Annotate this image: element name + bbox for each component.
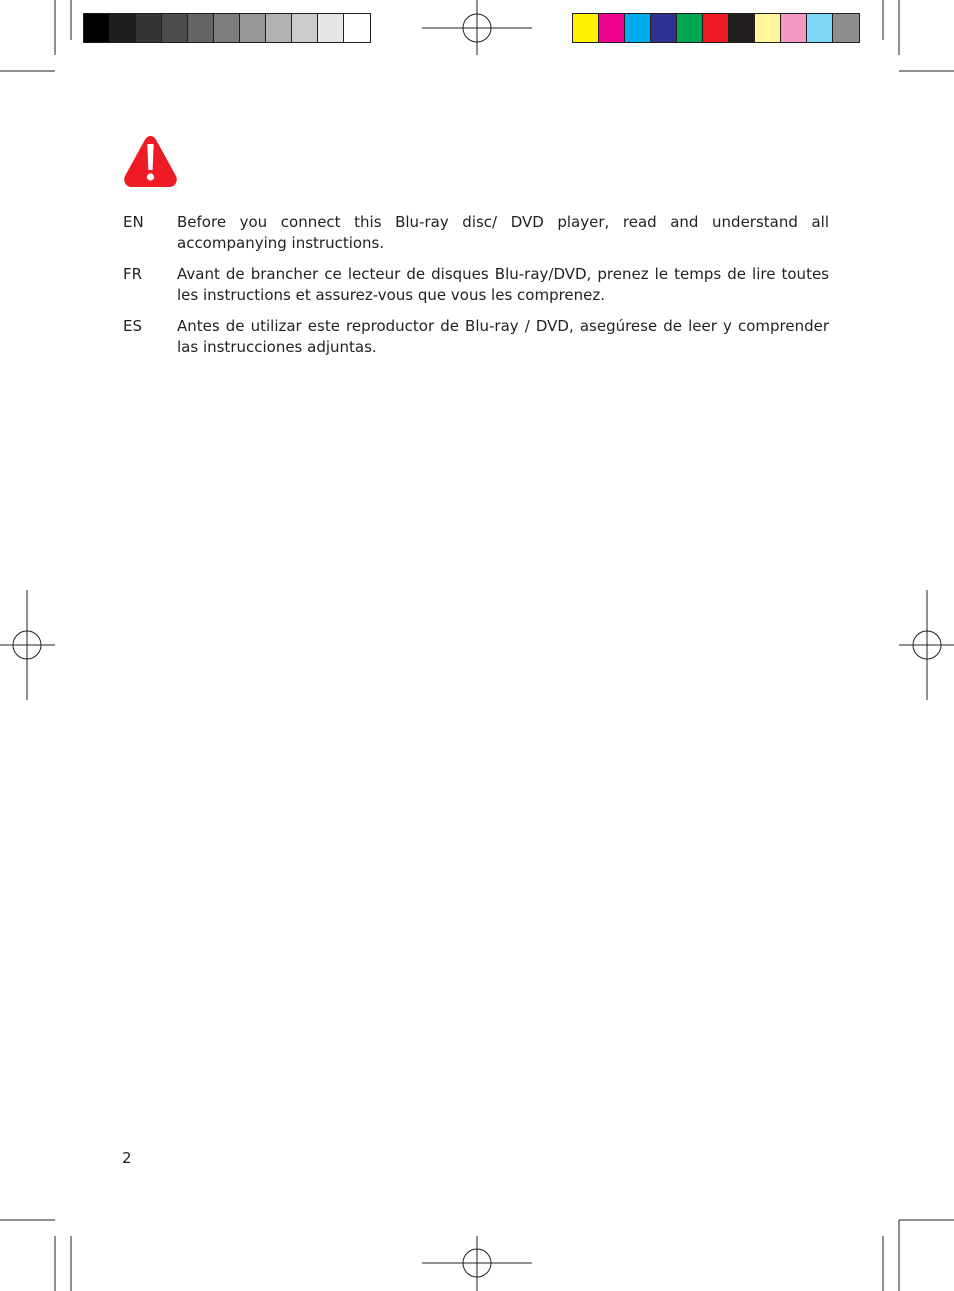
exclamation-bar [147,144,153,170]
color-swatch [136,14,162,42]
notice-text: Antes de utilizar este reproductor de Blu-ray / DVD, asegúrese de leer y comprender las instrucciones adjuntas. [177,317,829,356]
language-code: EN [123,213,144,231]
warning-triangle-icon [122,133,179,190]
color-swatch [84,14,110,42]
notice-row-es [123,316,829,358]
color-swatch [703,14,729,42]
notice-text: Avant de brancher ce lecteur de disques Blu-ray/DVD, prenez le temps de lire toutes les instructions et assurez-vous que vous les comprenez. [177,265,829,304]
color-swatch [162,14,188,42]
color-swatch [214,14,240,42]
color-swatch [755,14,781,42]
color-swatch [833,14,859,42]
safety-notice [123,212,829,368]
color-swatch [318,14,344,42]
color-swatch [266,14,292,42]
page-number: 2 [122,1149,132,1167]
color-swatch [729,14,755,42]
registration-mark [422,1236,532,1291]
notice-row-fr [123,264,829,306]
color-swatch [344,14,370,42]
color-swatch [781,14,807,42]
notice-row-en [123,212,829,254]
color-swatch [625,14,651,42]
color-swatch [599,14,625,42]
notice-text: Before you connect this Blu-ray disc/ DVD player, read and understand all accompanying instructions. [177,213,829,252]
language-code: FR [123,265,143,283]
registration-mark [0,590,55,700]
registration-mark [422,0,532,55]
color-swatch [240,14,266,42]
color-swatch [292,14,318,42]
color-swatch [573,14,599,42]
color-swatch [677,14,703,42]
color-swatch [807,14,833,42]
color-swatch [188,14,214,42]
color-swatch [651,14,677,42]
grayscale-color-bar [83,13,371,43]
color-swatch [110,14,136,42]
exclamation-dot [147,173,154,180]
language-code: ES [123,317,142,335]
registration-mark [899,590,954,700]
process-color-bar [572,13,860,43]
